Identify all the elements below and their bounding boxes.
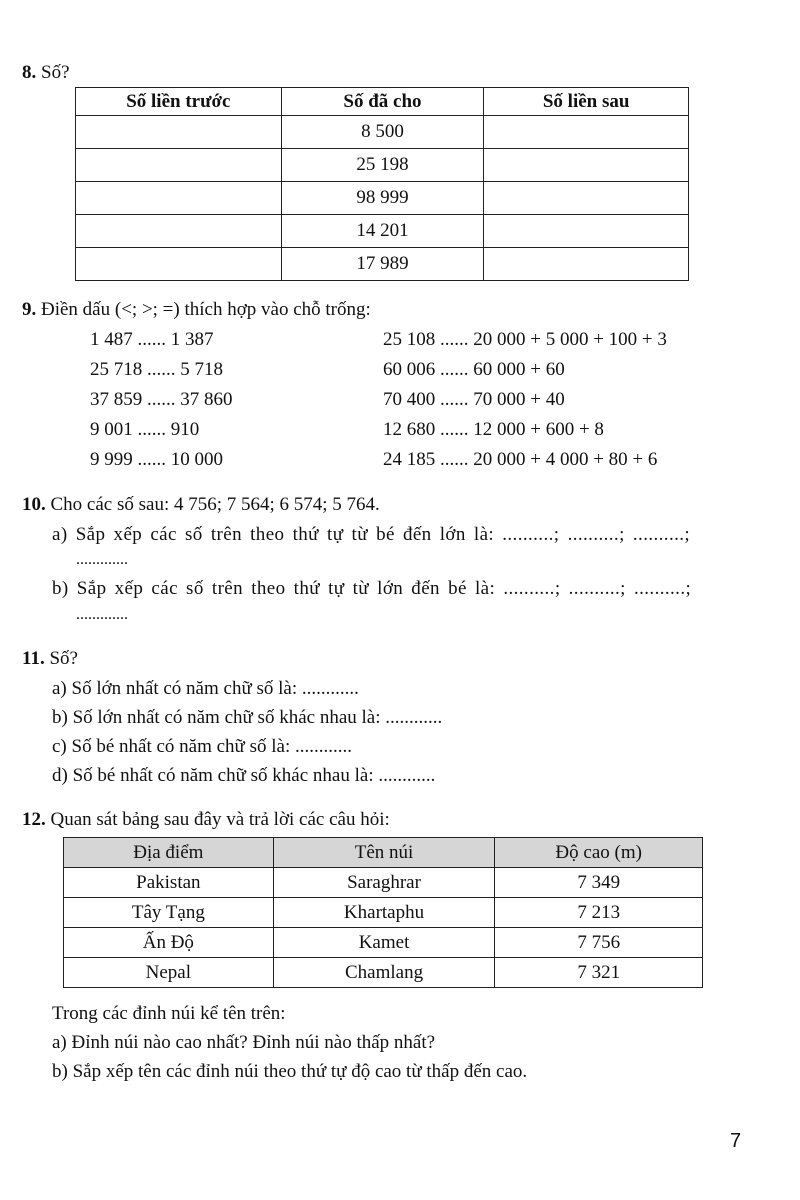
ex10-title: Cho các số sau: 4 756; 7 564; 6 574; 5 764. [50, 494, 380, 515]
ex11-number: 11. [22, 648, 45, 669]
ex11-item-a: a) Số lớn nhất có năm chữ số là: ............ [52, 678, 359, 699]
table-row [76, 215, 689, 248]
ex9-left-item: 9 001 ...... 910 [90, 419, 200, 440]
ex9-right-item: 24 185 ...... 20 000 + 4 000 + 80 + 6 [383, 449, 658, 470]
ex11-item-b: b) Số lớn nhất có năm chữ số khác nhau là: ............ [52, 707, 443, 728]
given-cell: 25 198 [281, 149, 484, 182]
ex8-number: 8. [22, 62, 37, 83]
ex12-question-a: a) Đỉnh núi nào cao nhất? Đỉnh núi nào thấp nhất? [52, 1032, 436, 1053]
next-cell[interactable] [484, 248, 689, 281]
ex9-heading [22, 299, 371, 321]
ex10-heading [22, 494, 380, 516]
ex10-part-a: a) Sắp xếp các số trên theo thứ tự từ bé đến lớn là: ..........; ..........; ..........; [52, 524, 691, 545]
ex9-left-item: 25 718 ...... 5 718 [90, 359, 223, 380]
ex8-heading [22, 62, 70, 84]
table-row [64, 868, 703, 898]
table-row [64, 958, 703, 988]
ex9-left-item: 9 999 ...... 10 000 [90, 449, 223, 470]
next-cell[interactable] [484, 182, 689, 215]
mountain-cell: Kamet [273, 928, 495, 958]
table-row [76, 182, 689, 215]
ex12-heading [22, 809, 390, 831]
mountain-cell: Saraghrar [273, 868, 495, 898]
height-cell: 7 756 [495, 928, 703, 958]
next-cell[interactable] [484, 149, 689, 182]
ex12-number: 12. [22, 809, 46, 830]
mountain-cell: Khartaphu [273, 898, 495, 928]
ex12-title: Quan sát bảng sau đây và trả lời các câu hỏi: [50, 809, 390, 830]
ex9-right-item: 60 006 ...... 60 000 + 60 [383, 359, 565, 380]
table-header-row [76, 88, 689, 116]
ex10-part-a-blank[interactable]: ............. [76, 551, 128, 568]
ex9-right-item: 12 680 ...... 12 000 + 600 + 8 [383, 419, 604, 440]
page-number: 7 [730, 1130, 742, 1152]
header-location: Địa điểm [64, 838, 274, 868]
previous-cell[interactable] [76, 116, 282, 149]
ex10-part-b: b) Sắp xếp các số trên theo thứ tự từ lớn đến bé là: ..........; ..........; ..........; [52, 578, 692, 599]
mountain-cell: Chamlang [273, 958, 495, 988]
height-cell: 7 321 [495, 958, 703, 988]
header-given-number: Số đã cho [281, 88, 484, 116]
ex10-number: 10. [22, 494, 46, 515]
header-height: Độ cao (m) [495, 838, 703, 868]
header-previous-number: Số liền trước [76, 88, 282, 116]
ex9-title: Điền dấu (<; >; =) thích hợp vào chỗ trống: [41, 299, 371, 320]
ex12-question-b: b) Sắp xếp tên các đỉnh núi theo thứ tự độ cao từ thấp đến cao. [52, 1061, 528, 1082]
ex11-title: Số? [49, 648, 78, 669]
location-cell: Tây Tạng [64, 898, 274, 928]
ex9-left-item: 37 859 ...... 37 860 [90, 389, 233, 410]
table-row [76, 116, 689, 149]
previous-cell[interactable] [76, 149, 282, 182]
location-cell: Pakistan [64, 868, 274, 898]
table-header-row [64, 838, 703, 868]
table-row [76, 149, 689, 182]
given-cell: 98 999 [281, 182, 484, 215]
height-cell: 7 349 [495, 868, 703, 898]
given-cell: 8 500 [281, 116, 484, 149]
ex9-left-item: 1 487 ...... 1 387 [90, 329, 214, 350]
ex9-number: 9. [22, 299, 37, 320]
previous-cell[interactable] [76, 215, 282, 248]
ex8-title: Số? [41, 62, 70, 83]
ex12-intro: Trong các đỉnh núi kể tên trên: [52, 1003, 286, 1024]
previous-cell[interactable] [76, 248, 282, 281]
given-cell: 14 201 [281, 215, 484, 248]
height-cell: 7 213 [495, 898, 703, 928]
table-row [76, 248, 689, 281]
previous-cell[interactable] [76, 182, 282, 215]
ex9-right-item: 70 400 ...... 70 000 + 40 [383, 389, 565, 410]
ex11-item-d: d) Số bé nhất có năm chữ số khác nhau là: ............ [52, 765, 436, 786]
ex12-table [63, 837, 703, 988]
given-cell: 17 989 [281, 248, 484, 281]
ex9-right-item: 25 108 ...... 20 000 + 5 000 + 100 + 3 [383, 329, 667, 350]
next-cell[interactable] [484, 116, 689, 149]
ex8-table [75, 87, 689, 281]
header-mountain-name: Tên núi [273, 838, 495, 868]
next-cell[interactable] [484, 215, 689, 248]
location-cell: Nepal [64, 958, 274, 988]
header-next-number: Số liền sau [484, 88, 689, 116]
ex11-item-c: c) Số bé nhất có năm chữ số là: ............ [52, 736, 352, 757]
location-cell: Ấn Độ [64, 928, 274, 958]
table-row [64, 928, 703, 958]
ex11-heading [22, 648, 78, 670]
ex10-part-b-blank[interactable]: ............. [76, 606, 128, 623]
table-row [64, 898, 703, 928]
